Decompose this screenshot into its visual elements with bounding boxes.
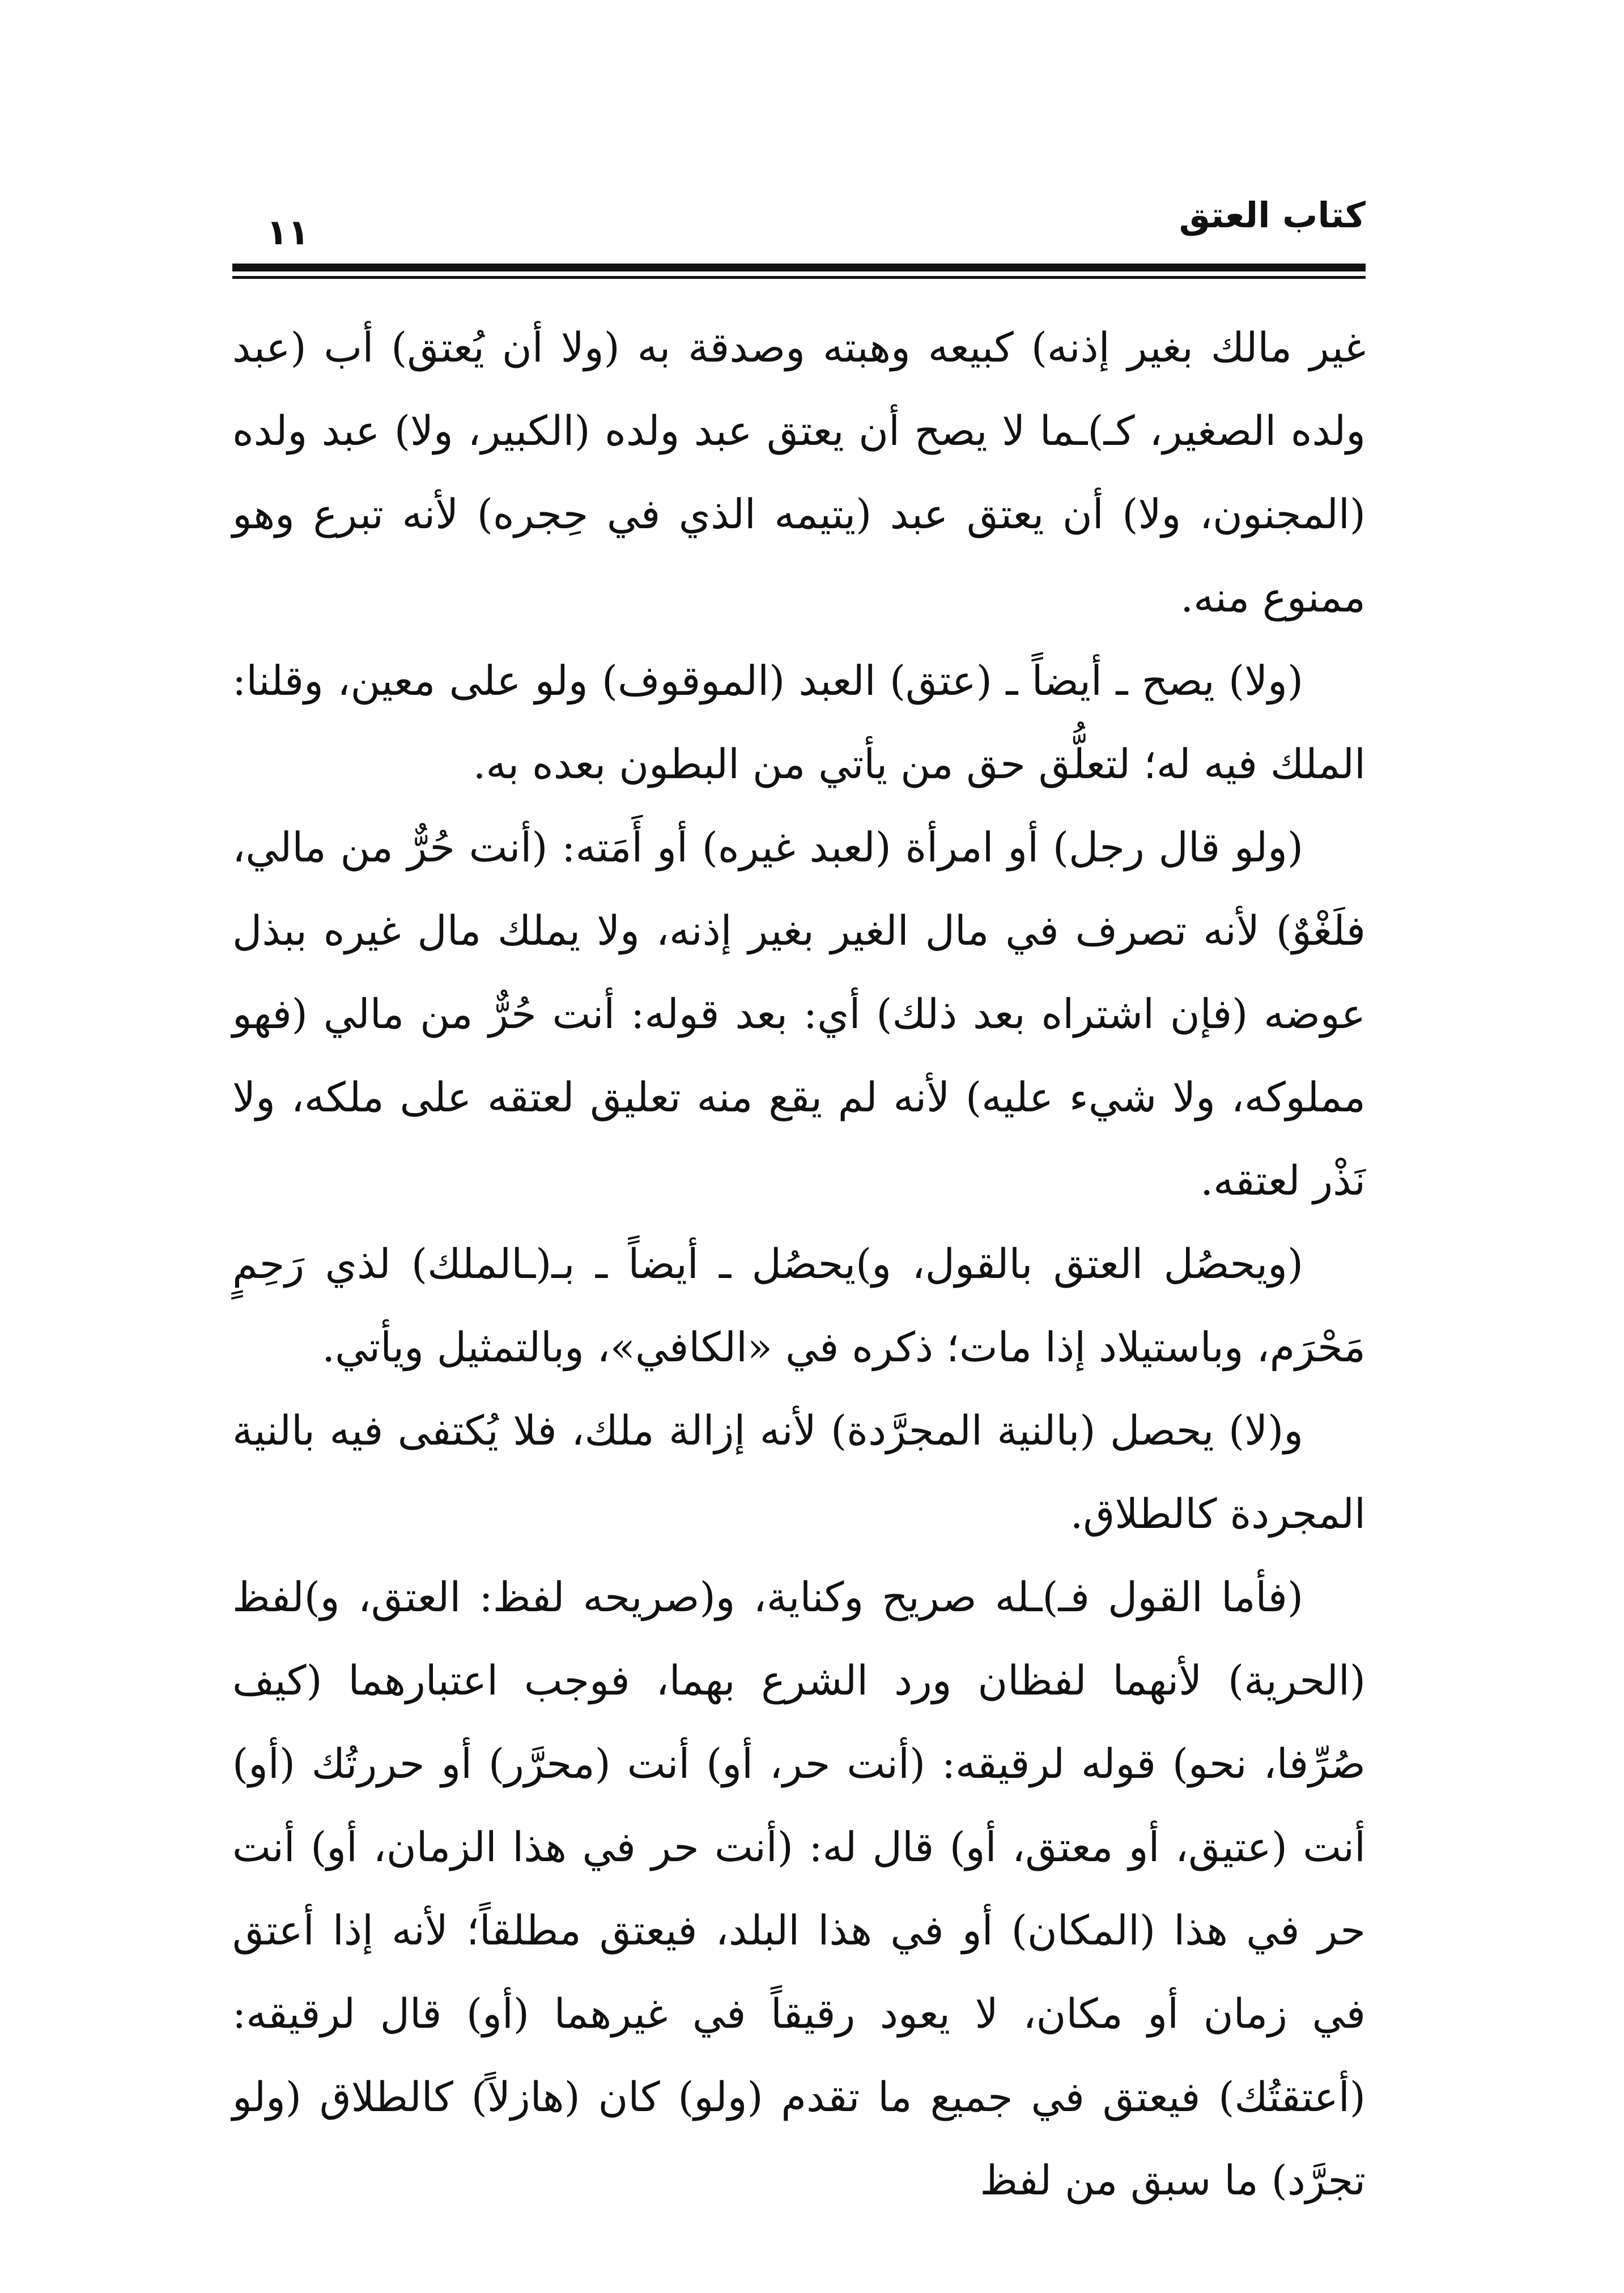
page-number: ١١ [266, 211, 309, 253]
paragraph: و(لا) يحصل (بالنية المجرَّدة) لأنه إزالة ملك، فلا يُكتفى فيه بالنية المجردة كالطلاق. [232, 1407, 1366, 1538]
paragraph: (فأما القول فـ)ـله صريح وكناية، و(صريحه لفظ: العتق، و)لفظ (الحرية) لأنهما لفظان ورد الشرع بهما، فوجب اعتبارهما (كيف صُرِّفا، نحو) قوله لرقيقه: (أنت حر، أو) أنت (محرَّر) أو حررتُك (أو) أنت (عتيق، أو معتق، أو) قال له: (أنت حر في هذا الزمان، أو) أنت حر في هذا (المكان) أو في هذا البلد، فيعتق مطلقاً؛ لأنه إذا أعتق في زمان أو مكان، لا يعود رقيقاً في غيرهما (أو) قال لرقيقه: (أعتقتُك) فيعتق في جميع ما تقدم (ولو) كان (هازلاً) كالطلاق (ولو تجرَّد) ما سبق من لفظ [232, 1573, 1366, 2204]
header-rule-thin [232, 276, 1366, 279]
page-header [232, 193, 1366, 261]
header-rule-thick [232, 264, 1366, 271]
paragraph: (ولا) يصح ـ أيضاً ـ (عتق) العبد (الموقوف) ولو على معين، وقلنا: الملك فيه له؛ لتعلُّق حق من يأتي من البطون بعده به. [232, 657, 1366, 788]
header-rule [232, 264, 1366, 281]
body-text [232, 306, 1366, 2222]
running-title: كتاب العتق [1179, 194, 1366, 236]
paragraph: غير مالك بغير إذنه) كبيعه وهبته وصدقة به (ولا أن يُعتق) أب (عبد ولده الصغير، كـ)ـما لا يصح أن يعتق عبد ولده (الكبير، ولا) عبد ولده (المجنون، ولا) أن يعتق عبد (يتيمه الذي في حِجره) لأنه تبرع وهو ممنوع منه. [232, 324, 1366, 621]
paragraph: (ويحصُل العتق بالقول، و)يحصُل ـ أيضاً ـ بـ(ـالملك) لذي رَحِمٍ مَحْرَم، وباستيلاد إذا مات؛ ذكره في «الكافي»، وبالتمثيل ويأتي. [232, 1240, 1366, 1371]
paragraph: (ولو قال رجل) أو امرأة (لعبد غيره) أو أَمَته: (أنت حُرٌّ من مالي، فلَغْوٌ) لأنه تصرف في مال الغير بغير إذنه، ولا يملك مال غيره ببذل عوضه (فإن اشتراه بعد ذلك) أي: بعد قوله: أنت حُرٌّ من مالي (فهو مملوكه، ولا شيء عليه) لأنه لم يقع منه تعليق لعتقه على ملكه، ولا نَذْر لعتقه. [232, 823, 1366, 1204]
